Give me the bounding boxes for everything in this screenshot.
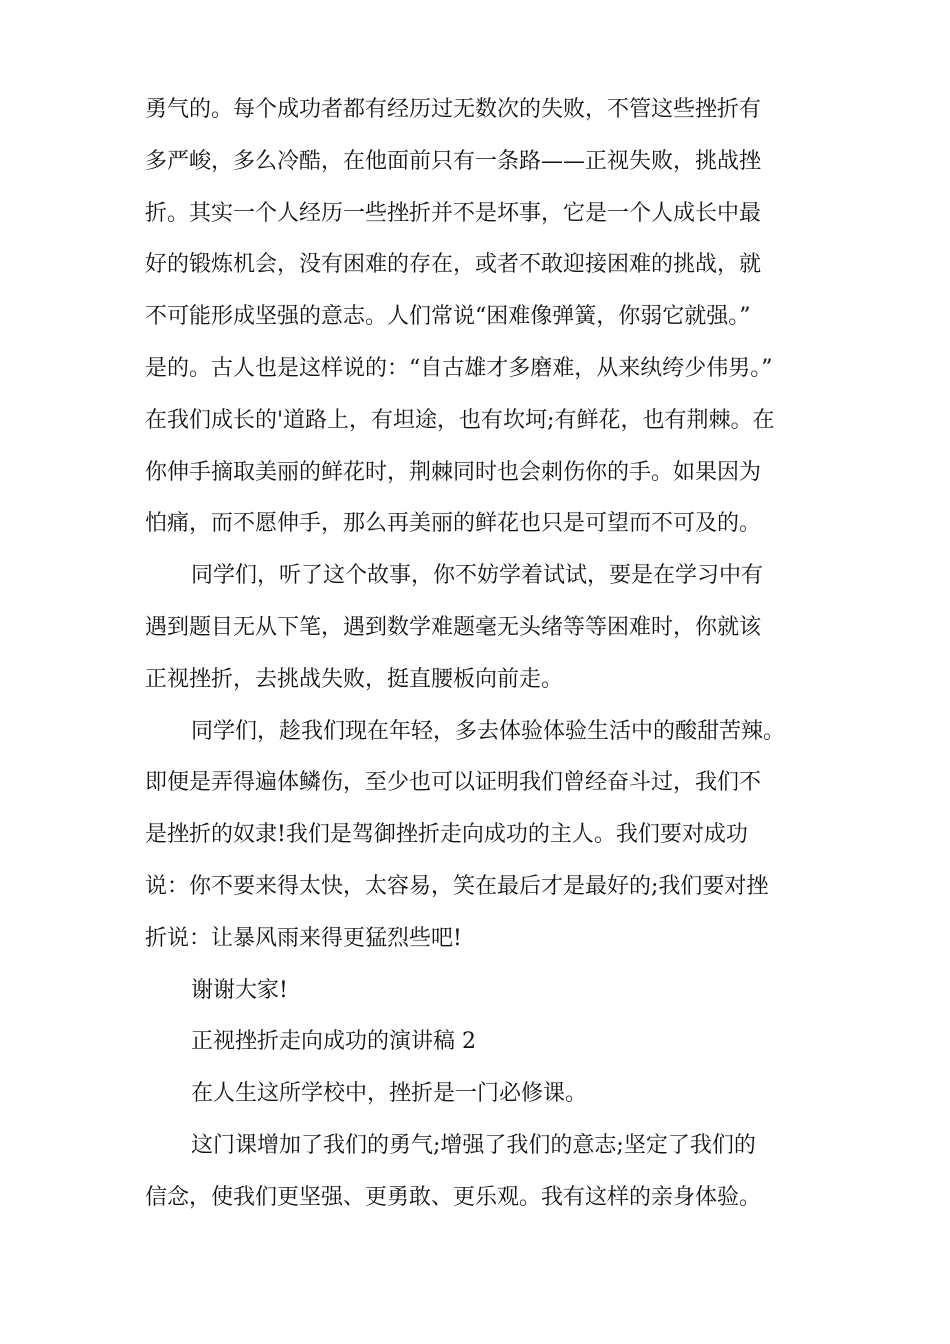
text-line: 正视挫折走向成功的演讲稿 2 (191, 1029, 476, 1055)
text-line: 不可能形成坚强的意志。人们常说“困难像弹簧，你弱它就强。” (145, 304, 751, 330)
text-line: 你伸手摘取美丽的鲜花时，荆棘同时也会刺伤你的手。如果因为 (145, 459, 762, 485)
text-line: 怕痛，而不愿伸手，那么再美丽的鲜花也只是可望而不可及的。 (145, 511, 762, 537)
text-line: 勇气的。每个成功者都有经历过无数次的失败，不管这些挫折有 (145, 97, 762, 122)
text-line: 好的锻炼机会，没有困难的存在，或者不敢迎接困难的挑战，就 (145, 252, 762, 278)
paragraph-1 (145, 84, 817, 550)
section-title (145, 1016, 817, 1068)
text-line: 在我们成长的'道路上，有坦途，也有坎坷;有鲜花，也有荆棘。在 (145, 407, 775, 433)
text-line: 遇到题目无从下笔，遇到数学难题毫无头绪等等困难时，你就该 (145, 614, 762, 640)
text-line: 谢谢大家! (191, 977, 288, 1003)
text-line: 折。其实一个人经历一些挫折并不是坏事，它是一个人成长中最 (145, 200, 762, 226)
document-body (145, 84, 817, 1224)
paragraph-3 (145, 706, 817, 965)
text-line: 同学们，趁我们现在年轻，多去体验体验生活中的酸甜苦辣。 (191, 718, 786, 744)
text-line: 在人生这所学校中，挫折是一门必修课。 (191, 1081, 588, 1107)
paragraph-4 (145, 965, 817, 1017)
text-line: 多严峻，多么冷酷，在他面前只有一条路——正视失败，挑战挫 (145, 148, 762, 174)
text-line: 折说：让暴风雨来得更猛烈些吧! (145, 925, 462, 951)
text-line: 信念，使我们更坚强、更勇敢、更乐观。我有这样的亲身体验。 (145, 1184, 762, 1210)
paragraph-7 (145, 1120, 817, 1224)
text-line: 同学们，听了这个故事，你不妨学着试试，要是在学习中有 (191, 563, 764, 589)
text-line: 是挫折的奴隶!我们是驾御挫折走向成功的主人。我们要对成功 (145, 822, 748, 848)
paragraph-2 (145, 550, 817, 705)
text-line: 正视挫折，去挑战失败，挺直腰板向前走。 (145, 666, 564, 692)
text-line: 这门课增加了我们的勇气;增强了我们的意志;坚定了我们的 (191, 1132, 756, 1158)
text-line: 即便是弄得遍体鳞伤，至少也可以证明我们曾经奋斗过，我们不 (145, 770, 762, 796)
text-line: 说：你不要来得太快，太容易，笑在最后才是最好的;我们要对挫 (145, 873, 769, 899)
text-line: 是的。古人也是这样说的：“自古雄才多磨难，从来纨绔少伟男。” (145, 355, 773, 381)
paragraph-6 (145, 1068, 817, 1120)
